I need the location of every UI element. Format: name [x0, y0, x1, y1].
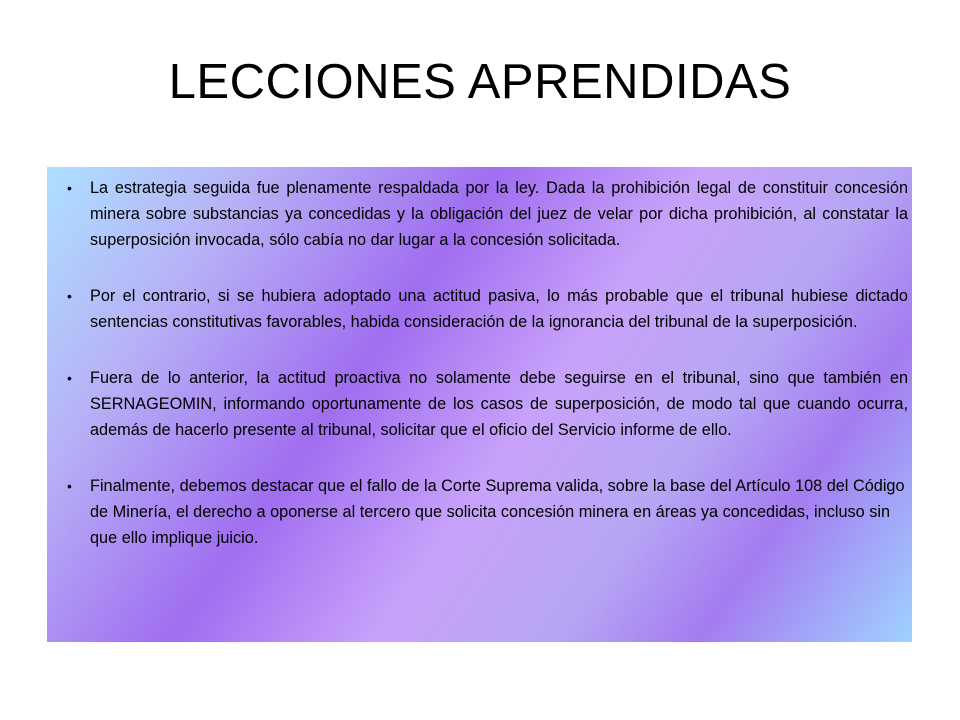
bullet-text-1: La estrategia seguida fue plenamente respaldada por la ley. Dada la prohibición legal de constituir concesión minera sobre substancias ya concedidas y la obligación del juez de velar por dicha prohibición, al constatar la superposición invocada, sólo cabía no dar lugar a la concesión solicitada. [90, 179, 908, 249]
bullet-dot-icon: • [67, 478, 72, 494]
bullet-text-4: Finalmente, debemos destacar que el fallo de la Corte Suprema valida, sobre la base del Artículo 108 del Código de Minería, el derecho a oponerse al tercero que solicita concesión minera en áreas ya concedidas, incluso sin que ello implique juicio. [90, 477, 905, 547]
bullet-item-4 [67, 473, 908, 551]
bullet-text-3: Fuera de lo anterior, la actitud proactiva no solamente debe seguirse en el tribunal, sino que también en SERNAGEOMIN, informando oportunamente de los casos de superposición, de modo tal que cuando ocurra, además de hacerlo presente al tribunal, solicitar que el oficio del Servicio informe de ello. [90, 369, 908, 439]
bullet-item-1 [67, 175, 908, 253]
slide-title: LECCIONES APRENDIDAS [168, 55, 792, 109]
bullet-list [67, 175, 908, 551]
bullet-item-2 [67, 283, 908, 335]
bullet-dot-icon: • [67, 370, 72, 386]
bullet-dot-icon: • [67, 180, 72, 196]
content-box [47, 167, 912, 642]
bullet-dot-icon: • [67, 288, 72, 304]
bullet-text-2: Por el contrario, si se hubiera adoptado una actitud pasiva, lo más probable que el tribunal hubiese dictado sentencias constitutivas favorables, habida consideración de la ignorancia del tribunal de la superposición. [90, 287, 908, 331]
bullet-item-3 [67, 365, 908, 443]
